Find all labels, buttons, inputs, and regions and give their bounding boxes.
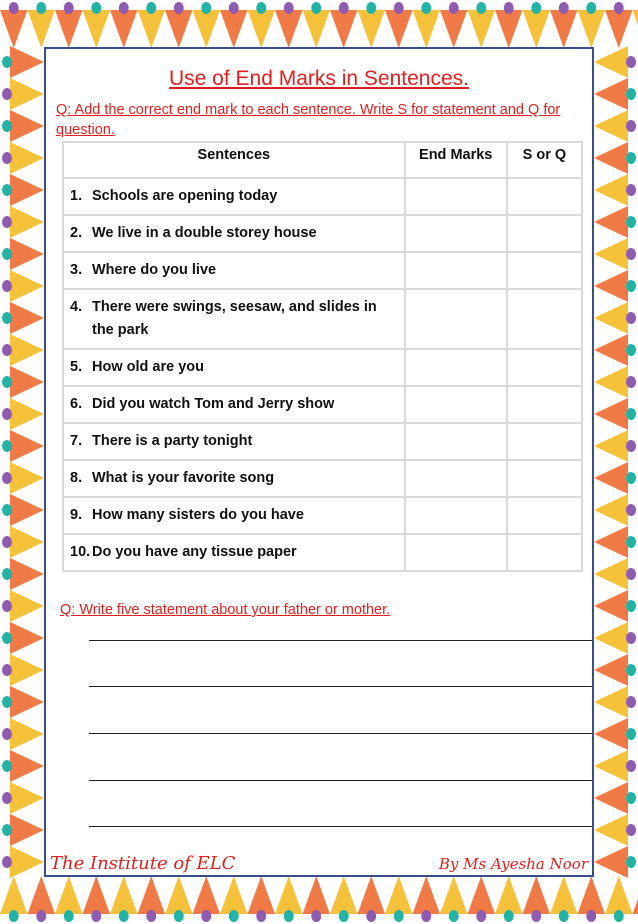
bunting-flag xyxy=(193,10,221,48)
bunting-dot xyxy=(626,856,636,868)
bunting-flag xyxy=(28,876,56,914)
bunting-flag xyxy=(594,430,628,462)
bunting-dot xyxy=(2,152,12,164)
bunting-dot xyxy=(2,184,12,196)
header-s-or-q: S or Q xyxy=(507,142,582,178)
bunting-dot xyxy=(2,760,12,772)
bunting-dot xyxy=(626,120,636,132)
table-row xyxy=(63,460,582,497)
bunting-flag xyxy=(495,876,523,914)
bunting-dot xyxy=(531,2,541,14)
bunting-dot xyxy=(2,696,12,708)
bunting-flag xyxy=(550,10,578,48)
bunting-flag xyxy=(10,270,44,302)
bunting-dot xyxy=(626,376,636,388)
bunting-flag xyxy=(594,270,628,302)
table-row xyxy=(63,215,582,252)
bunting-dot xyxy=(64,2,74,14)
question-2-instruction: Q: Write five statement about your father or mother. xyxy=(60,602,391,618)
bunting-dot xyxy=(626,760,636,772)
end-mark-answer-cell[interactable] xyxy=(405,497,507,534)
bunting-dot xyxy=(2,56,12,68)
bunting-dot xyxy=(2,536,12,548)
bunting-dot xyxy=(626,824,636,836)
bunting-dot xyxy=(9,910,19,922)
bunting-dot xyxy=(626,536,636,548)
bunting-dot xyxy=(586,910,596,922)
bunting-dot xyxy=(2,600,12,612)
bunting-dot xyxy=(626,216,636,228)
bunting-flag xyxy=(594,206,628,238)
sentence-text: Where do you live xyxy=(92,262,217,278)
bunting-flag xyxy=(594,110,628,142)
bunting-dot xyxy=(2,440,12,452)
bunting-flag xyxy=(413,876,441,914)
bunting-dot xyxy=(146,2,156,14)
bunting-flag xyxy=(358,876,386,914)
table-row xyxy=(63,178,582,215)
bunting-flag xyxy=(10,46,44,78)
bunting-flag xyxy=(594,398,628,430)
bunting-dot xyxy=(2,408,12,420)
bunting-dot xyxy=(476,2,486,14)
sentence-text: How many sisters do you have xyxy=(92,507,304,523)
bunting-dot xyxy=(311,2,321,14)
sentence-cell xyxy=(63,178,405,215)
bunting-flag xyxy=(10,398,44,430)
bunting-dot xyxy=(476,910,486,922)
bunting-dot xyxy=(614,2,624,14)
bunting-dot xyxy=(626,152,636,164)
bunting-flag xyxy=(330,876,358,914)
bunting-dot xyxy=(2,856,12,868)
s-or-q-answer-cell[interactable] xyxy=(507,215,582,252)
bunting-dot xyxy=(36,910,46,922)
bunting-dot xyxy=(284,910,294,922)
s-or-q-answer-cell[interactable] xyxy=(507,349,582,386)
bunting-dot xyxy=(9,2,19,14)
bunting-flag xyxy=(138,876,166,914)
bunting-flag xyxy=(10,174,44,206)
s-or-q-answer-cell[interactable] xyxy=(507,252,582,289)
table-row xyxy=(63,497,582,534)
bunting-flag xyxy=(495,10,523,48)
bunting-dot xyxy=(559,2,569,14)
bunting-flag xyxy=(594,462,628,494)
bunting-flag xyxy=(594,174,628,206)
bunting-dot xyxy=(339,2,349,14)
bunting-dot xyxy=(2,248,12,260)
bunting-flag xyxy=(0,876,28,914)
bunting-dot xyxy=(2,792,12,804)
sentence-cell xyxy=(63,386,405,423)
bunting-flag xyxy=(594,718,628,750)
bunting-flag xyxy=(110,876,138,914)
bunting-dot xyxy=(449,2,459,14)
table-row xyxy=(63,252,582,289)
bunting-flag xyxy=(594,142,628,174)
bunting-flag xyxy=(385,10,413,48)
bunting-flag xyxy=(594,238,628,270)
bunting-dot xyxy=(626,88,636,100)
bunting-dot xyxy=(146,910,156,922)
bunting-flag xyxy=(594,302,628,334)
bunting-dot xyxy=(229,910,239,922)
bunting-dot xyxy=(91,2,101,14)
table-header-row xyxy=(63,142,582,178)
s-or-q-answer-cell[interactable] xyxy=(507,460,582,497)
bunting-dot xyxy=(421,910,431,922)
bunting-flag xyxy=(594,782,628,814)
writing-line-4[interactable] xyxy=(89,780,592,781)
bunting-flag xyxy=(10,142,44,174)
bunting-dot xyxy=(504,2,514,14)
bunting-flag xyxy=(594,654,628,686)
end-mark-answer-cell[interactable] xyxy=(405,534,507,571)
bunting-dot xyxy=(2,472,12,484)
bunting-dot xyxy=(531,910,541,922)
sentence-text: How old are you xyxy=(92,359,204,375)
s-or-q-answer-cell[interactable] xyxy=(507,497,582,534)
bunting-dot xyxy=(421,2,431,14)
writing-line-1[interactable] xyxy=(89,640,592,641)
bunting-flag xyxy=(523,876,551,914)
bunting-flag xyxy=(10,782,44,814)
bunting-dot xyxy=(119,910,129,922)
s-or-q-answer-cell[interactable] xyxy=(507,423,582,460)
bunting-flag xyxy=(330,10,358,48)
bunting-flag xyxy=(220,10,248,48)
bunting-flag xyxy=(523,10,551,48)
bunting-dot xyxy=(626,312,636,324)
bunting-dot xyxy=(626,408,636,420)
bunting-dot xyxy=(449,910,459,922)
bunting-dot xyxy=(2,376,12,388)
sentence-text: There is a party tonight xyxy=(92,433,253,449)
bunting-dot xyxy=(201,2,211,14)
bunting-dot xyxy=(626,632,636,644)
bunting-dot xyxy=(229,2,239,14)
bunting-flag xyxy=(28,10,56,48)
end-mark-answer-cell[interactable] xyxy=(405,289,507,349)
bunting-flag xyxy=(594,366,628,398)
table-row xyxy=(63,349,582,386)
bunting-flag xyxy=(468,876,496,914)
sentence-cell xyxy=(63,349,405,386)
bunting-flag xyxy=(10,494,44,526)
bunting-flag xyxy=(10,78,44,110)
bunting-flag xyxy=(10,238,44,270)
bunting-flag xyxy=(10,654,44,686)
bunting-dot xyxy=(2,664,12,676)
bunting-flag xyxy=(138,10,166,48)
bunting-flag xyxy=(605,10,633,48)
bunting-flag xyxy=(594,622,628,654)
sentence-number: 6. xyxy=(70,396,83,412)
bunting-dot xyxy=(626,792,636,804)
writing-line-5[interactable] xyxy=(89,826,592,827)
bunting-dot xyxy=(2,280,12,292)
bunting-dot xyxy=(256,910,266,922)
bunting-flag xyxy=(55,10,83,48)
sentence-number: 2. xyxy=(70,225,83,241)
bunting-dot xyxy=(626,184,636,196)
bunting-flag xyxy=(594,590,628,622)
sentence-number: 9. xyxy=(70,507,83,523)
bunting-flag xyxy=(440,876,468,914)
end-mark-answer-cell[interactable] xyxy=(405,252,507,289)
bunting-flag xyxy=(578,10,606,48)
sentences-table xyxy=(62,141,583,572)
end-mark-answer-cell[interactable] xyxy=(405,423,507,460)
bunting-dot xyxy=(2,504,12,516)
bunting-dot xyxy=(626,440,636,452)
bunting-dot xyxy=(366,2,376,14)
question-1-instruction: Q: Add the correct end mark to each sentence. Write S for statement and Q for question. xyxy=(56,102,561,138)
sentence-text: Did you watch Tom and Jerry show xyxy=(92,396,335,412)
bunting-flag xyxy=(220,876,248,914)
bunting-dot xyxy=(626,664,636,676)
bunting-dot xyxy=(626,696,636,708)
bunting-dot xyxy=(626,56,636,68)
bunting-flag xyxy=(440,10,468,48)
bunting-dot xyxy=(201,910,211,922)
s-or-q-answer-cell[interactable] xyxy=(507,289,582,349)
bunting-flag xyxy=(10,462,44,494)
header-end-marks: End Marks xyxy=(405,142,507,178)
bunting-flag xyxy=(10,430,44,462)
bunting-dot xyxy=(626,280,636,292)
bunting-flag xyxy=(594,526,628,558)
sentence-text: Do you have any tissue paper xyxy=(92,544,297,560)
bunting-dot xyxy=(626,248,636,260)
bunting-flag xyxy=(594,46,628,78)
sentence-cell xyxy=(63,423,405,460)
bunting-flag xyxy=(83,876,111,914)
bunting-flag xyxy=(248,10,276,48)
bunting-flag xyxy=(10,110,44,142)
bunting-flag xyxy=(10,750,44,782)
bunting-flag xyxy=(110,10,138,48)
bunting-dot xyxy=(366,910,376,922)
s-or-q-answer-cell[interactable] xyxy=(507,534,582,571)
table-row xyxy=(63,289,582,349)
bunting-dot xyxy=(339,910,349,922)
bunting-flag xyxy=(578,876,606,914)
sentence-cell xyxy=(63,289,405,349)
bunting-flag xyxy=(633,876,638,914)
bunting-flag xyxy=(275,876,303,914)
sentence-text: What is your favorite song xyxy=(92,470,275,486)
end-mark-answer-cell[interactable] xyxy=(405,386,507,423)
s-or-q-answer-cell[interactable] xyxy=(507,386,582,423)
bunting-flag xyxy=(10,366,44,398)
bunting-flag xyxy=(10,622,44,654)
sentence-number: 10. xyxy=(70,544,91,560)
bunting-dot xyxy=(256,2,266,14)
sentence-number: 8. xyxy=(70,470,83,486)
bunting-dot xyxy=(119,2,129,14)
bunting-flag xyxy=(605,876,633,914)
bunting-dot xyxy=(91,910,101,922)
bunting-flag xyxy=(55,876,83,914)
worksheet-title: Use of End Marks in Sentences. xyxy=(169,67,469,90)
bunting-dot xyxy=(174,910,184,922)
sentence-number: 4. xyxy=(70,299,83,315)
end-mark-answer-cell[interactable] xyxy=(405,215,507,252)
bunting-flag xyxy=(0,10,28,48)
bunting-dot xyxy=(2,312,12,324)
bunting-flag xyxy=(594,558,628,590)
sentence-number: 3. xyxy=(70,262,83,278)
bunting-flag xyxy=(10,590,44,622)
bunting-flag xyxy=(413,10,441,48)
bunting-flag xyxy=(10,526,44,558)
bunting-flag xyxy=(594,494,628,526)
bunting-flag xyxy=(10,686,44,718)
bunting-dot xyxy=(394,2,404,14)
bunting-flag xyxy=(10,558,44,590)
writing-line-3[interactable] xyxy=(89,733,592,734)
bunting-flag xyxy=(303,10,331,48)
bunting-dot xyxy=(2,728,12,740)
table-row xyxy=(63,386,582,423)
bunting-flag xyxy=(468,10,496,48)
table-row xyxy=(63,423,582,460)
bunting-flag xyxy=(10,302,44,334)
bunting-dot xyxy=(586,2,596,14)
bunting-flag xyxy=(633,10,638,48)
bunting-dot xyxy=(626,504,636,516)
end-mark-answer-cell[interactable] xyxy=(405,178,507,215)
bunting-flag xyxy=(594,846,628,878)
bunting-dot xyxy=(626,472,636,484)
sentence-number: 5. xyxy=(70,359,83,375)
table-row xyxy=(63,534,582,571)
bunting-dot xyxy=(626,568,636,580)
sentence-text: Schools are opening today xyxy=(92,188,278,204)
bunting-dot xyxy=(2,216,12,228)
bunting-dot xyxy=(2,88,12,100)
bunting-dot xyxy=(559,910,569,922)
bunting-dot xyxy=(394,910,404,922)
bunting-flag xyxy=(10,718,44,750)
bunting-dot xyxy=(626,600,636,612)
bunting-flag xyxy=(165,876,193,914)
bunting-dot xyxy=(2,632,12,644)
bunting-dot xyxy=(284,2,294,14)
bunting-flag xyxy=(303,876,331,914)
bunting-dot xyxy=(626,728,636,740)
bunting-dot xyxy=(174,2,184,14)
worksheet-page xyxy=(44,47,594,877)
sentence-text: There were swings, seesaw, and slides in the park xyxy=(92,299,377,338)
sentence-cell xyxy=(63,215,405,252)
sentence-cell xyxy=(63,460,405,497)
sentence-cell xyxy=(63,534,405,571)
bunting-flag xyxy=(275,10,303,48)
footer-author: By Ms Ayesha Noor xyxy=(438,855,588,873)
sentence-number: 7. xyxy=(70,433,83,449)
bunting-flag xyxy=(594,686,628,718)
bunting-dot xyxy=(626,344,636,356)
end-mark-answer-cell[interactable] xyxy=(405,460,507,497)
bunting-dot xyxy=(504,910,514,922)
sentence-cell xyxy=(63,497,405,534)
bunting-flag xyxy=(10,334,44,366)
bunting-flag xyxy=(594,334,628,366)
header-sentences: Sentences xyxy=(63,142,405,178)
bunting-flag xyxy=(550,876,578,914)
bunting-flag xyxy=(594,78,628,110)
bunting-flag xyxy=(83,10,111,48)
bunting-flag xyxy=(385,876,413,914)
bunting-flag xyxy=(10,846,44,878)
bunting-dot xyxy=(2,824,12,836)
bunting-flag xyxy=(10,814,44,846)
sentence-number: 1. xyxy=(70,188,83,204)
end-mark-answer-cell[interactable] xyxy=(405,349,507,386)
bunting-flag xyxy=(10,206,44,238)
s-or-q-answer-cell[interactable] xyxy=(507,178,582,215)
bunting-flag xyxy=(594,814,628,846)
bunting-dot xyxy=(2,344,12,356)
sentence-cell xyxy=(63,252,405,289)
bunting-flag xyxy=(594,750,628,782)
bunting-flag xyxy=(358,10,386,48)
writing-line-2[interactable] xyxy=(89,686,592,687)
bunting-dot xyxy=(2,568,12,580)
bunting-dot xyxy=(64,910,74,922)
bunting-flag xyxy=(193,876,221,914)
footer-institute: The Institute of ELC xyxy=(50,853,236,874)
bunting-dot xyxy=(614,910,624,922)
bunting-flag xyxy=(165,10,193,48)
bunting-dot xyxy=(2,120,12,132)
sentence-text: We live in a double storey house xyxy=(92,225,317,241)
bunting-flag xyxy=(248,876,276,914)
bunting-dot xyxy=(311,910,321,922)
bunting-dot xyxy=(36,2,46,14)
